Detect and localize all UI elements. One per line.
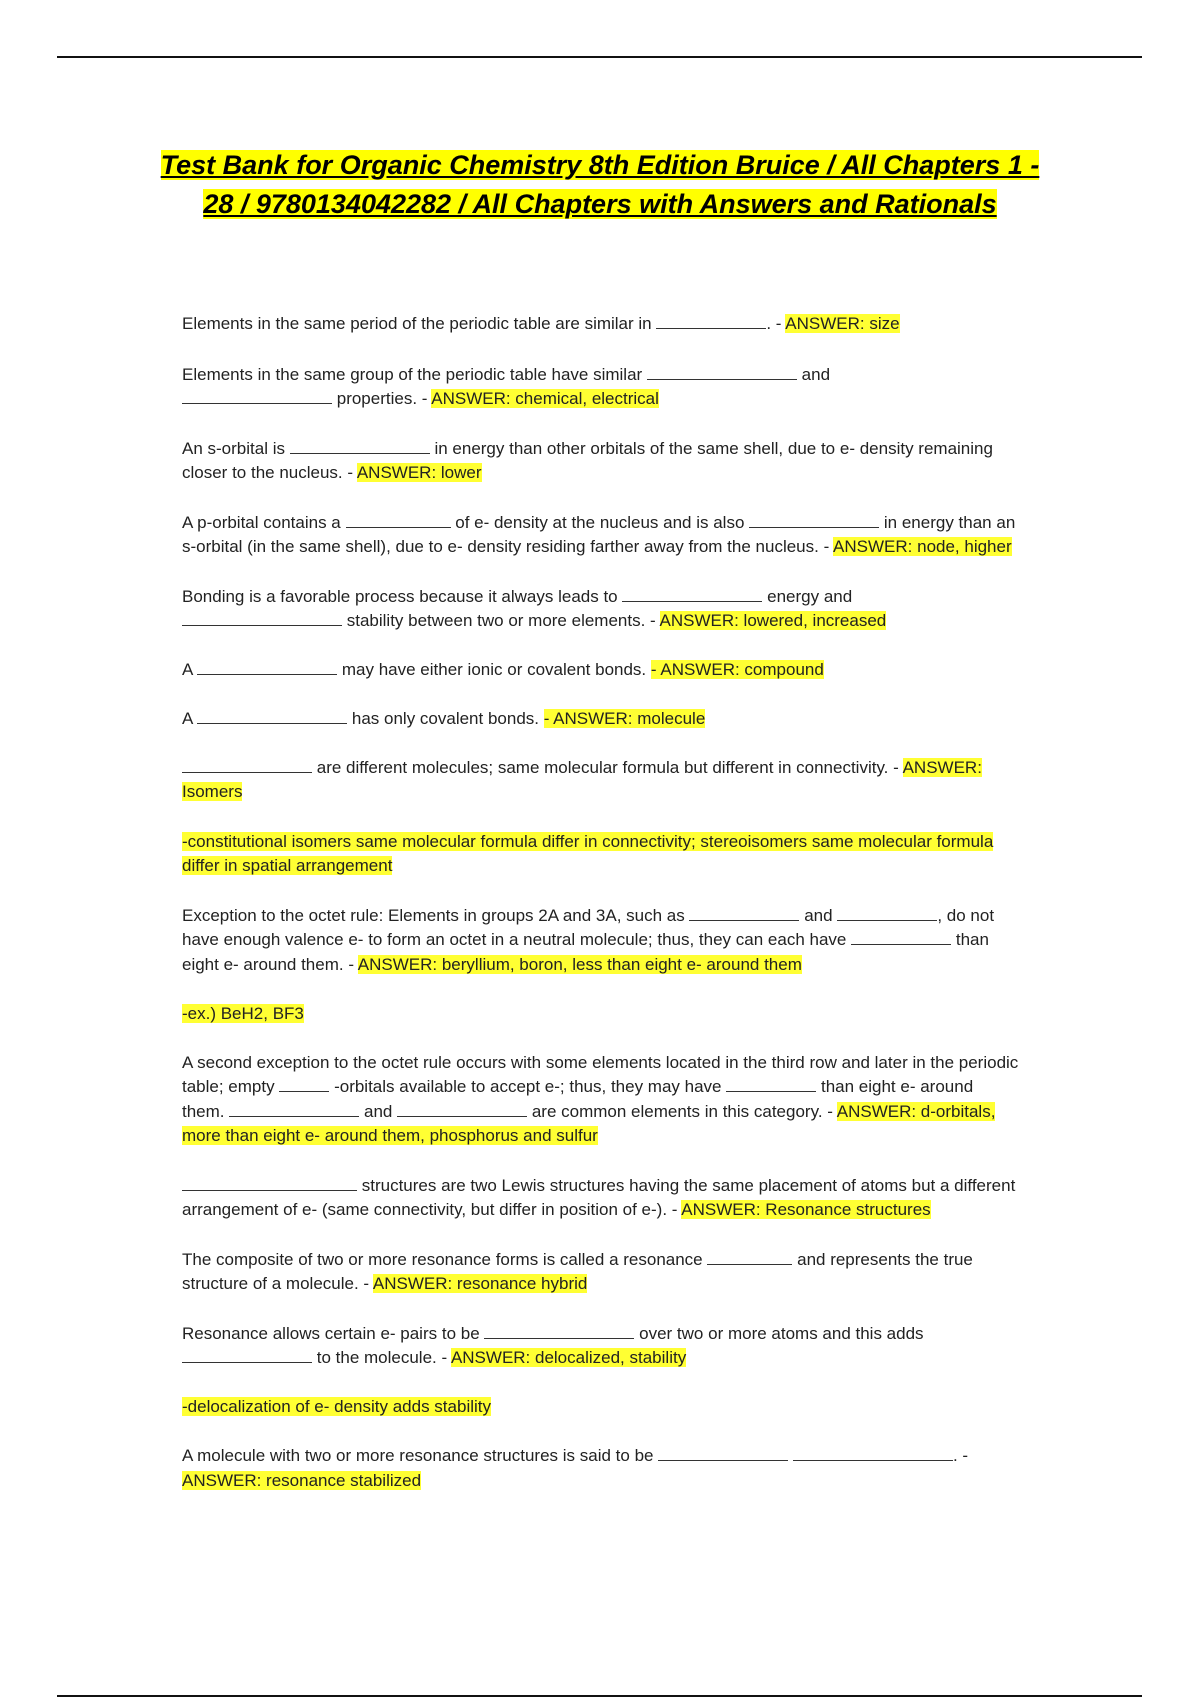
answer-blank xyxy=(197,707,347,724)
answer-highlight: ANSWER: d-orbitals, more than eight e- around them, phosphorus and sulfur xyxy=(182,1101,996,1145)
question-item: structures are two Lewis structures having the same placement of atoms but a different arrangement of e- (same connectivity, but differ in position of e-). - ANSWER: Resonance structures xyxy=(182,1175,1016,1219)
question-item: A second exception to the octet rule occurs with some elements located in the third row and later in the periodic table; empty -orbitals available to accept e-; thus, they may have than eight e- around them. and are common elements in this category. - ANSWER: d-orbitals, more than eight e- around them, phosphorus and sulfur xyxy=(182,1052,1019,1145)
answer-blank xyxy=(647,363,797,380)
question-item: Resonance allows certain e- pairs to be over two or more atoms and this adds to the molecule. - ANSWER: delocalized, stability xyxy=(182,1323,924,1367)
answer-highlight: - ANSWER: compound xyxy=(650,659,824,679)
answer-highlight: ANSWER: resonance stabilized xyxy=(182,1470,422,1490)
answer-highlight: ANSWER: resonance hybrid xyxy=(372,1274,588,1293)
answer-highlight: ANSWER: delocalized, stability xyxy=(450,1348,687,1367)
answer-blank xyxy=(397,1100,527,1117)
question-item: The composite of two or more resonance forms is called a resonance and represents the true structure of a molecule. - ANSWER: resonance hybrid xyxy=(182,1249,973,1293)
rationale-highlight: -constitutional isomers same molecular formula differ in connectivity; stereoisomers same molecular formula differ in spatial arrangement xyxy=(182,831,994,875)
question-item: A may have either ionic or covalent bonds. - ANSWER: compound xyxy=(182,659,824,679)
answer-highlight: ANSWER: lower xyxy=(356,463,482,482)
answer-blank xyxy=(484,1322,634,1339)
answer-blank xyxy=(793,1444,953,1461)
question-item: A p-orbital contains a of e- density at the nucleus and is also in energy than an s-orbital (in the same shell), due to e- density residing farther away from the nucleus. - ANSWER: node, higher xyxy=(182,512,1016,556)
question-item: Elements in the same group of the periodic table have similar and properties. - ANSWER: chemical, electrical xyxy=(182,364,831,408)
answer-blank xyxy=(658,1444,788,1461)
answer-blank xyxy=(851,928,951,945)
answer-blank xyxy=(229,1100,359,1117)
answer-blank xyxy=(656,312,766,329)
rationale-item xyxy=(182,1395,1020,1420)
answer-highlight: - ANSWER: molecule xyxy=(543,709,706,728)
question-list xyxy=(182,312,1020,1493)
answer-blank xyxy=(182,1174,357,1191)
answer-blank xyxy=(279,1075,329,1092)
answer-blank xyxy=(197,658,337,675)
answer-blank xyxy=(182,387,332,404)
answer-blank xyxy=(622,585,762,602)
answer-highlight: ANSWER: beryllium, boron, less than eight e- around them xyxy=(357,954,802,974)
question-item: A molecule with two or more resonance structures is said to be . - ANSWER: resonance stabilized xyxy=(182,1446,969,1490)
question-item: Bonding is a favorable process because it always leads to energy and stability between two or more elements. - ANSWER: lowered, increased xyxy=(182,586,887,630)
rationale-item xyxy=(182,830,1020,879)
answer-highlight: ANSWER: Resonance structures xyxy=(681,1200,931,1219)
rationale-item xyxy=(182,1002,1020,1027)
answer-blank xyxy=(346,511,451,528)
answer-blank xyxy=(182,756,312,773)
question-item: Exception to the octet rule: Elements in groups 2A and 3A, such as and , do not have enough valence e- to form an octet in a neutral molecule; thus, they can each have than eight e- around them. - ANSWER: beryllium, boron, less than eight e- around them xyxy=(182,905,995,974)
rationale-highlight: -ex.) BeH2, BF3 xyxy=(182,1004,304,1023)
question-item: A has only covalent bonds. - ANSWER: molecule xyxy=(182,709,706,728)
answer-blank xyxy=(707,1248,792,1265)
answer-blank xyxy=(837,904,937,921)
question-item: are different molecules; same molecular formula but different in connectivity. - ANSWER: Isomers xyxy=(182,757,982,801)
question-item: Elements in the same period of the periodic table are similar in . - ANSWER: size xyxy=(182,314,900,333)
answer-blank xyxy=(726,1075,816,1092)
question-item: An s-orbital is in energy than other orbitals of the same shell, due to e- density remaining closer to the nucleus. - ANSWER: lower xyxy=(182,438,993,482)
answer-blank xyxy=(182,609,342,626)
answer-blank xyxy=(749,511,879,528)
document-title: Test Bank for Organic Chemistry 8th Edition Bruice / All Chapters 1 - 28 / 9780134042282 / All Chapters with Answers and Rationals xyxy=(160,150,1040,219)
answer-blank xyxy=(689,904,799,921)
answer-blank xyxy=(290,437,430,454)
answer-highlight: ANSWER: node, higher xyxy=(833,537,1012,556)
answer-highlight: ANSWER: Isomers xyxy=(182,757,982,801)
answer-blank xyxy=(182,1346,312,1363)
answer-highlight: ANSWER: chemical, electrical xyxy=(431,389,659,408)
answer-highlight: ANSWER: size xyxy=(785,314,900,333)
answer-highlight: ANSWER: lowered, increased xyxy=(659,611,887,630)
rationale-highlight: -delocalization of e- density adds stability xyxy=(182,1396,491,1416)
top-rule xyxy=(57,56,1142,58)
bottom-rule xyxy=(57,1695,1142,1697)
